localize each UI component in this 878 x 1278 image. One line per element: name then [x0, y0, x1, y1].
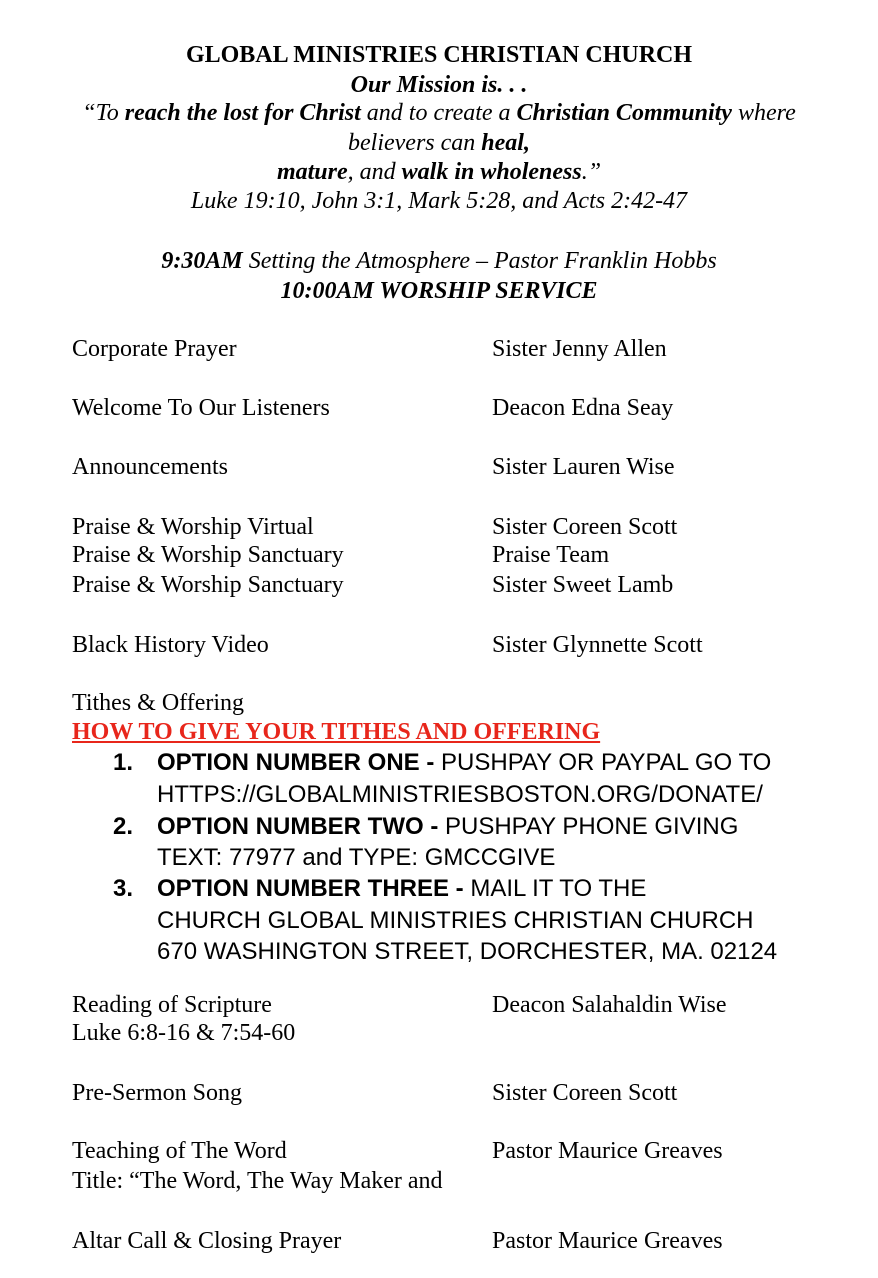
program-item: Teaching of The Word [72, 1138, 287, 1164]
option-text: MAIL IT TO THE [463, 875, 647, 902]
church-name: GLOBAL MINISTRIES CHRISTIAN CHURCH [185, 42, 693, 68]
mission-emphasis: walk in wholeness [401, 159, 582, 185]
atmosphere-text: Setting the Atmosphere – Pastor Franklin Hobbs [242, 248, 717, 274]
program-item: Announcements [72, 454, 228, 480]
mission-text: where [731, 100, 796, 126]
mission-text: and to create a [360, 100, 517, 126]
program-person: Sister Sweet Lamb [492, 572, 674, 598]
program-item: Welcome To Our Listeners [72, 395, 330, 421]
scripture-references: Luke 19:10, John 3:1, Mark 5:28, and Acts 2:42-47 [190, 188, 688, 214]
program-person: Pastor Maurice Greaves [492, 1228, 723, 1254]
program-row [0, 1136, 878, 1166]
program-row [0, 570, 878, 600]
mission-statement-line-3 [0, 157, 878, 187]
program-item: Praise & Worship Virtual [72, 514, 314, 540]
program-row [0, 1226, 878, 1256]
mission-emphasis: mature [276, 159, 348, 185]
program-person: Sister Glynnette Scott [492, 632, 703, 658]
option-text: PUSHPAY OR PAYPAL GO TO [434, 749, 772, 776]
program-row [0, 512, 878, 542]
program-row-sub [0, 1166, 878, 1196]
option-line [157, 873, 646, 904]
option-text: PUSHPAY PHONE GIVING [438, 813, 739, 840]
program-person: Sister Coreen Scott [492, 1080, 678, 1106]
mission-heading: Our Mission is. . . [350, 72, 528, 98]
program-row [0, 688, 878, 718]
option-number: 2. [113, 813, 134, 840]
program-row [0, 1078, 878, 1108]
giving-heading: HOW TO GIVE YOUR TITHES AND OFFERING [72, 719, 601, 745]
mission-emphasis: reach the lost for Christ [124, 100, 361, 126]
program-person: Sister Lauren Wise [492, 454, 675, 480]
program-person: Pastor Maurice Greaves [492, 1138, 723, 1164]
option-line [157, 811, 738, 842]
program-person: Sister Coreen Scott [492, 514, 678, 540]
mission-emphasis: Christian Community [516, 100, 732, 126]
program-person: Deacon Salahaldin Wise [492, 992, 727, 1018]
mission-emphasis: heal, [481, 130, 530, 156]
option-number: 1. [113, 749, 134, 776]
mission-statement-line-2 [0, 128, 878, 158]
program-person: Sister Jenny Allen [492, 336, 667, 362]
program-person: Praise Team [492, 542, 610, 568]
program-item: Pre-Sermon Song [72, 1080, 242, 1106]
program-subtext: Luke 6:8-16 & 7:54-60 [72, 1020, 296, 1046]
option-label: OPTION NUMBER TWO - [157, 813, 439, 840]
program-item: Altar Call & Closing Prayer [72, 1228, 342, 1254]
donate-url: HTTPS://GLOBALMINISTRIESBOSTON.ORG/DONATE/ [157, 781, 763, 808]
program-item: Corporate Prayer [72, 336, 237, 362]
option-text: TEXT: 77977 and TYPE: GMCCGIVE [157, 844, 556, 871]
program-person: Deacon Edna Seay [492, 395, 674, 421]
option-text: CHURCH GLOBAL MINISTRIES CHRISTIAN CHURCH [157, 907, 754, 934]
mission-text: “To [82, 100, 125, 126]
program-item: Praise & Worship Sanctuary [72, 572, 344, 598]
program-row [0, 452, 878, 482]
mission-text: , and [347, 159, 402, 185]
atmosphere-line [0, 246, 878, 276]
program-item: Reading of Scripture [72, 992, 272, 1018]
sermon-title: Title: “The Word, The Way Maker and [72, 1168, 443, 1194]
mission-statement-line-1 [0, 98, 878, 128]
option-label: OPTION NUMBER ONE - [157, 749, 435, 776]
program-row [0, 334, 878, 364]
option-label: OPTION NUMBER THREE - [157, 875, 464, 902]
option-number: 3. [113, 875, 134, 902]
mailing-address: 670 WASHINGTON STREET, DORCHESTER, MA. 02124 [157, 938, 778, 965]
atmosphere-time: 9:30AM [161, 248, 243, 274]
program-row [0, 990, 878, 1020]
worship-service-heading: 10:00AM WORSHIP SERVICE [280, 278, 598, 304]
program-row [0, 630, 878, 660]
program-item: Black History Video [72, 632, 269, 658]
mission-text: .” [581, 159, 602, 185]
program-row-sub [0, 1018, 878, 1048]
option-line [157, 747, 771, 778]
program-item: Praise & Worship Sanctuary [72, 542, 344, 568]
program-row [0, 393, 878, 423]
program-row [0, 540, 878, 570]
mission-text: believers can [348, 130, 482, 156]
program-item: Tithes & Offering [72, 690, 245, 716]
